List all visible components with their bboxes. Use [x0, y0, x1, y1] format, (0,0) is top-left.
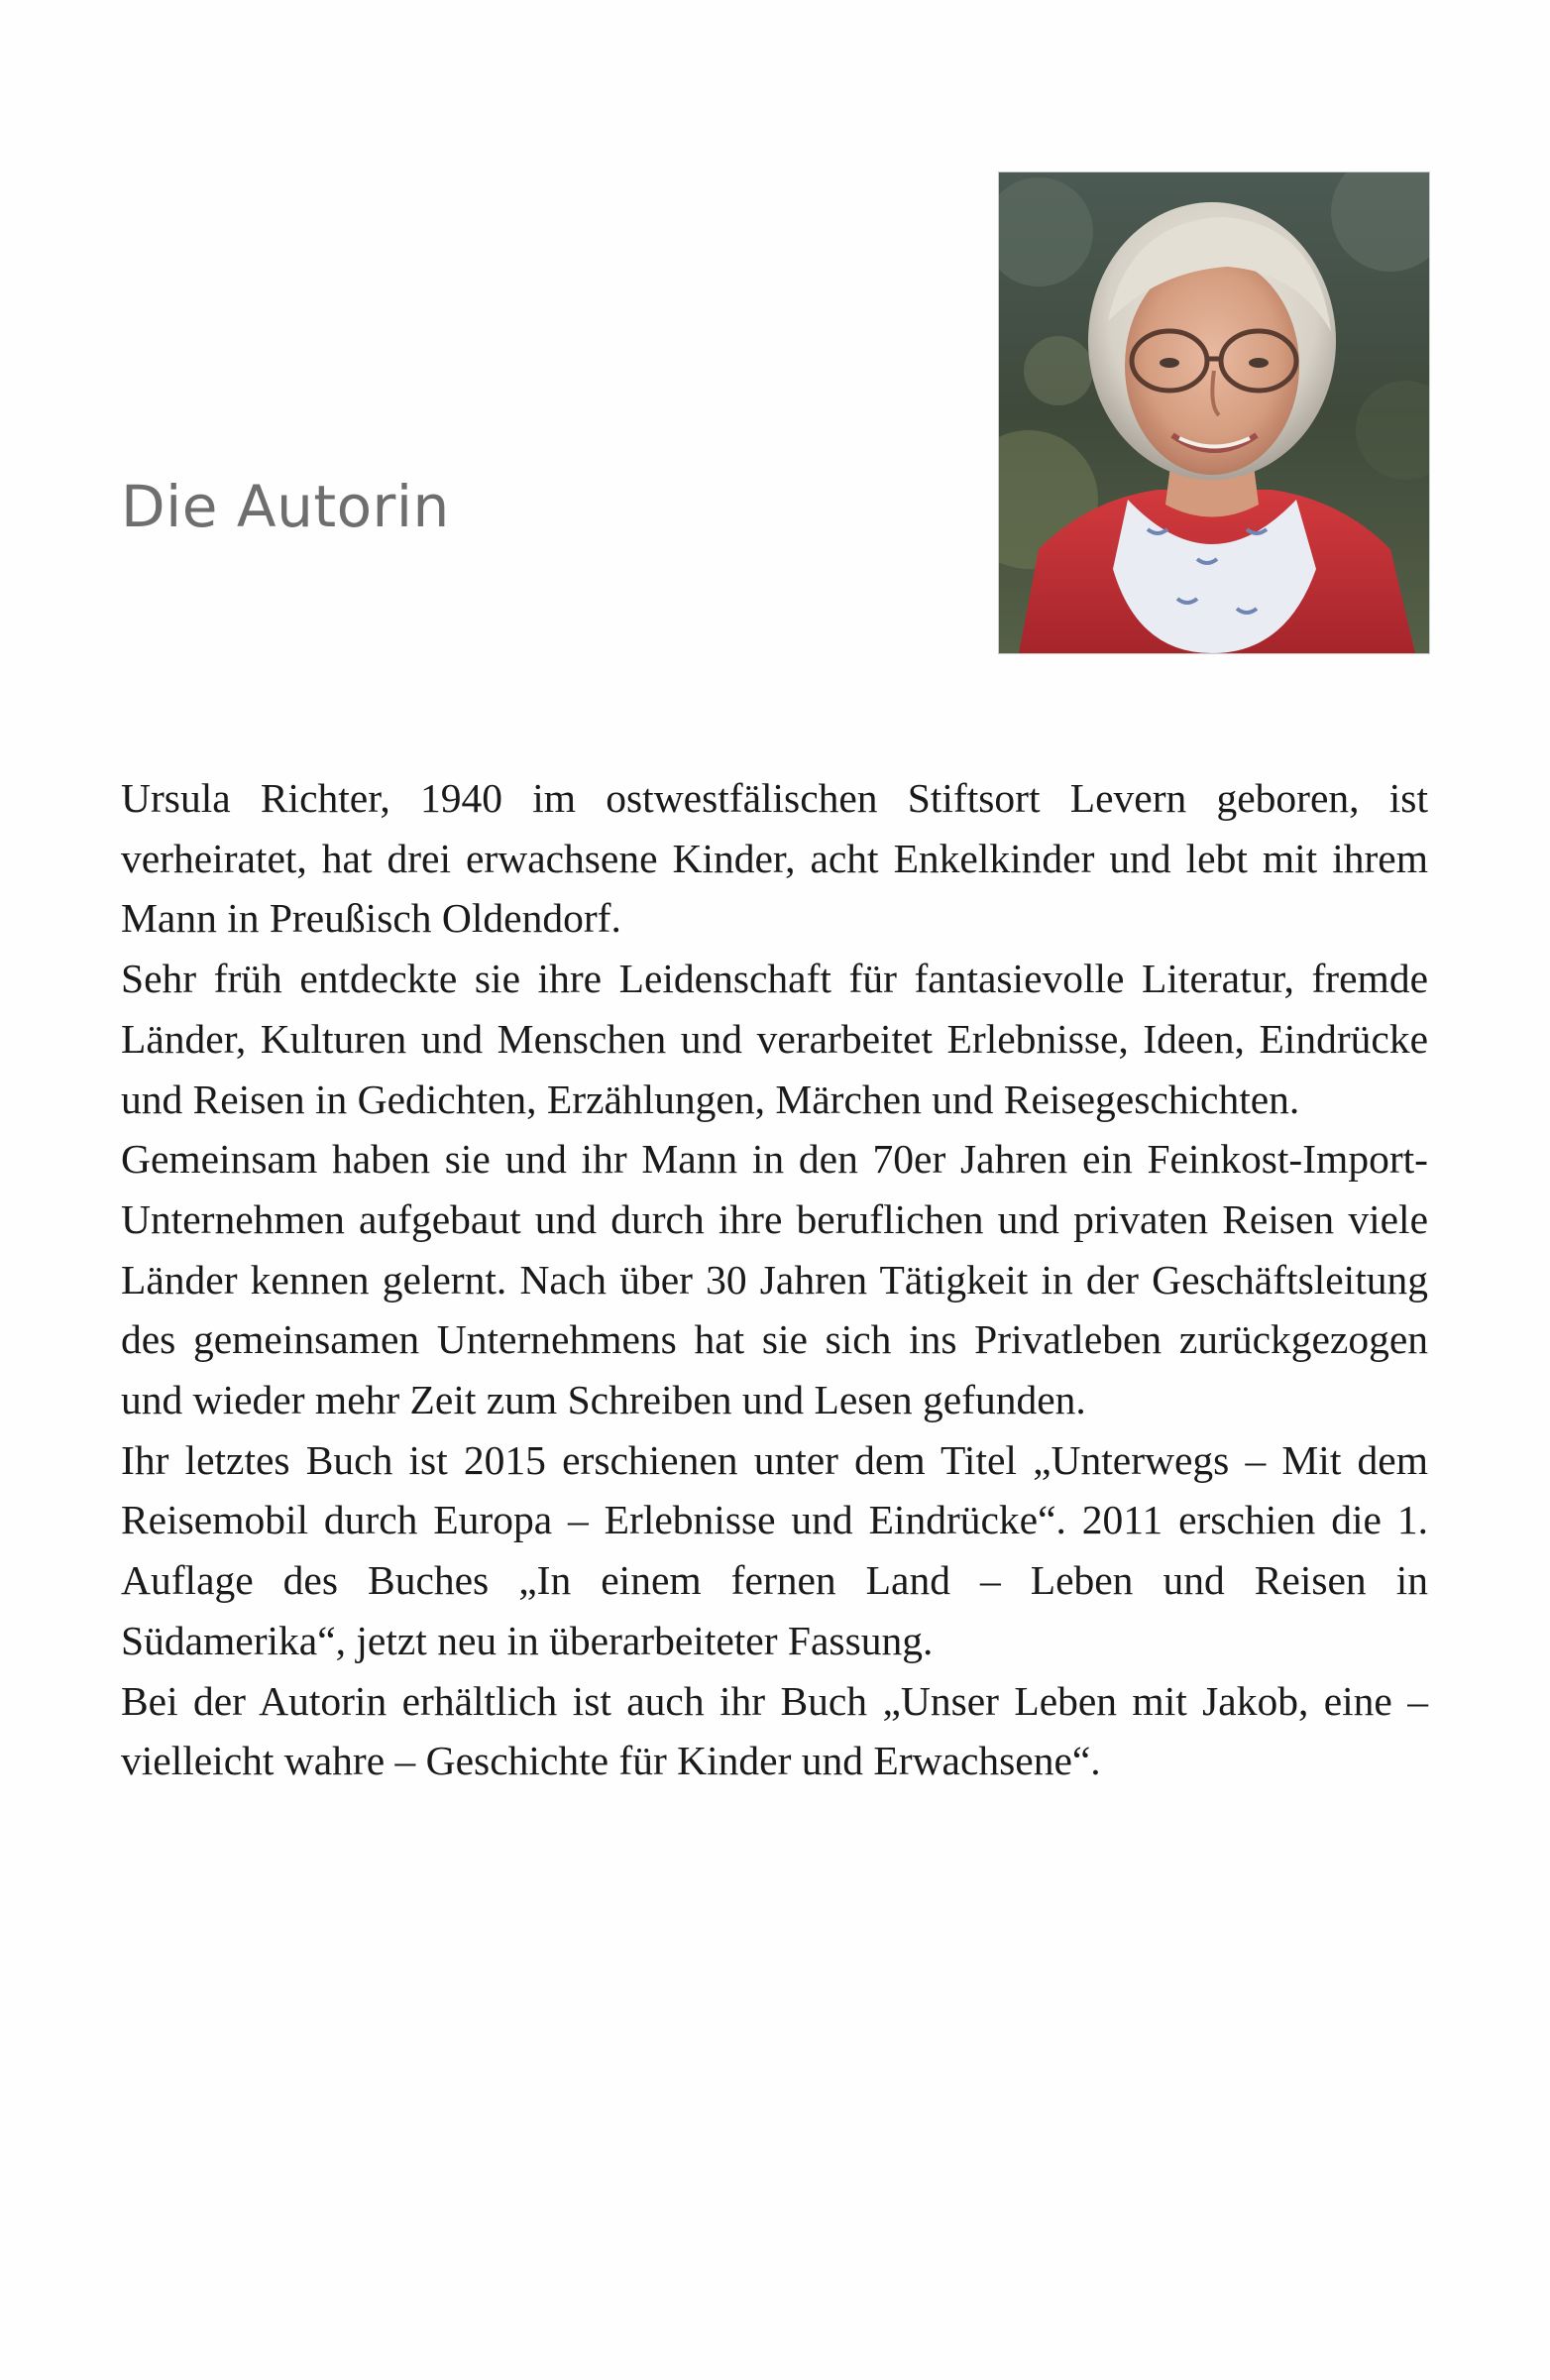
bio-paragraph: Ursula Richter, 1940 im ostwestfälischen Stiftsort Levern geboren, ist verheiratet, hat drei erwachsene Kinder, acht Enkelkinder und lebt mit ihrem Mann in Preußisch Oldendorf.	[121, 775, 1428, 942]
bio-paragraph: Ihr letztes Buch ist 2015 erschienen unter dem Titel „Unterwegs – Mit dem Reisemobil durch Europa – Erlebnisse und Eindrücke“. 2011 erschien die 1. Auflage des Buches „In einem fernen Land – Leben und Reisen in Südamerika“, jetzt neu in überarbeiteter Fassung.	[121, 1436, 1428, 1663]
bio-paragraph: Gemeinsam haben sie und ihr Mann in den 70er Jahren ein Feinkost-Import-Unternehmen aufgebaut und durch ihre beruflichen und privaten Reisen viele Länder kennen gelernt. Nach über 30 Jahren Tätigkeit in der Geschäftsleitung des gemeinsamen Unternehmens hat sie sich ins Privatleben zurückgezogen und wieder mehr Zeit zum Schreiben und Lesen gefunden.	[121, 1136, 1428, 1423]
bio-paragraph: Bei der Autorin erhältlich ist auch ihr Buch „Unser Leben mit Jakob, eine – vielleicht wahre – Geschichte für Kinder und Erwachsene“.	[121, 1677, 1428, 1784]
author-portrait-image	[999, 172, 1429, 653]
bio-paragraph: Sehr früh entdeckte sie ihre Leidenschaft für fantasievolle Literatur, fremde Länder, Kulturen und Menschen und verarbeitet Erlebnisse, Ideen, Eindrücke und Reisen in Gedichten, Erzählungen, Märchen und Reisegeschichten.	[121, 956, 1428, 1122]
author-biography	[121, 768, 1428, 1791]
author-portrait	[998, 171, 1430, 654]
page-title: Die Autorin	[121, 473, 450, 540]
